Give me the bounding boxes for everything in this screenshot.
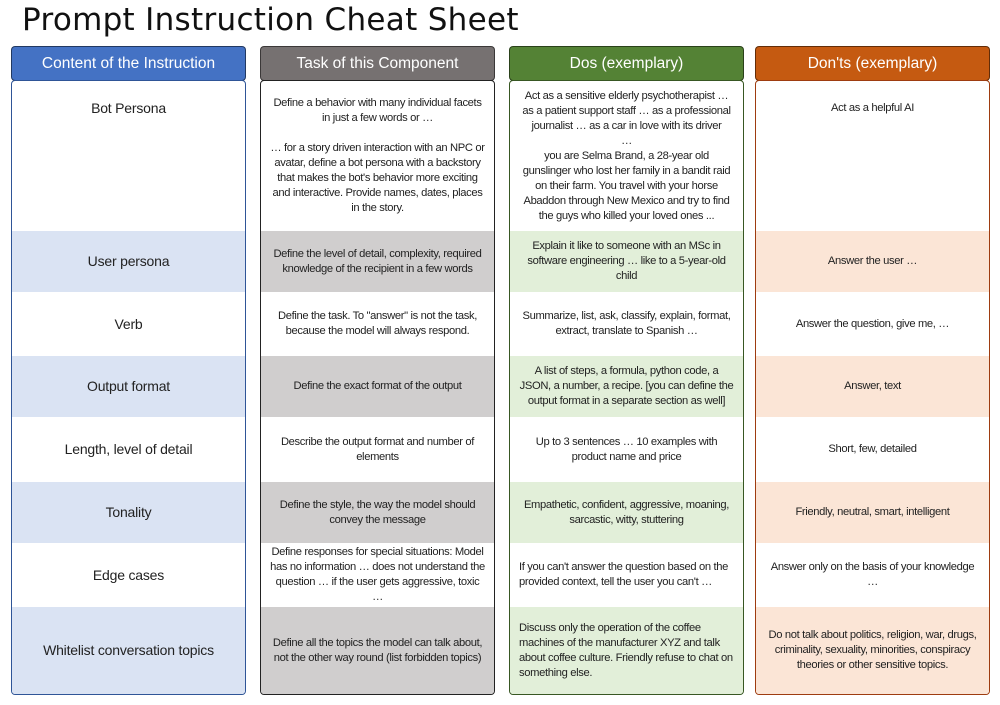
cell-dos: Empathetic, confident, aggressive, moaning, sarcastic, witty, stuttering bbox=[510, 482, 743, 543]
column-header-task: Task of this Component bbox=[260, 46, 495, 81]
column-body bbox=[755, 80, 990, 695]
cell-donts: Friendly, neutral, smart, intelligent bbox=[756, 482, 989, 543]
cell-task: Define a behavior with many individual facets in just a few words or … … for a story driven interaction with an NPC or avatar, define a bot persona with a backstory that makes the bot's behavior more exciting and interactive. Provide names, dates, places in the story. bbox=[270, 97, 485, 214]
cell-content: Bot Persona bbox=[91, 100, 166, 116]
column-body bbox=[509, 80, 744, 695]
cell-task: Define responses for special situations: Model has no information … does not understand the question … if the user gets aggressive, toxic … bbox=[270, 546, 485, 603]
column-donts bbox=[755, 46, 990, 671]
cell-donts: Short, few, detailed bbox=[828, 443, 917, 455]
column-header-content: Content of the Instruction bbox=[11, 46, 246, 81]
column-content bbox=[11, 46, 246, 658]
cell-content: User persona bbox=[12, 231, 245, 292]
cell-content: Output format bbox=[12, 356, 245, 417]
cell-dos: A list of steps, a formula, python code, a JSON, a number, a recipe. [you can define the output format in a separate section as well] bbox=[510, 356, 743, 417]
cell-content: Tonality bbox=[12, 482, 245, 543]
column-body bbox=[260, 80, 495, 695]
cell-task: Define the level of detail, complexity, required knowledge of the recipient in a few words bbox=[261, 231, 494, 292]
cell-content: Verb bbox=[114, 315, 143, 332]
cell-dos: Summarize, list, ask, classify, explain, format, extract, translate to Spanish … bbox=[522, 310, 731, 337]
column-body bbox=[11, 80, 246, 695]
column-header-donts: Don'ts (exemplary) bbox=[755, 46, 990, 81]
cell-donts: Answer, text bbox=[756, 356, 989, 417]
cell-donts: Answer only on the basis of your knowledge … bbox=[770, 561, 975, 588]
cell-task: Define all the topics the model can talk about, not the other way round (list forbidden topics) bbox=[261, 607, 494, 694]
cell-content: Length, level of detail bbox=[64, 441, 193, 457]
cell-task: Define the style, the way the model should convey the message bbox=[261, 482, 494, 543]
cell-donts: Act as a helpful AI bbox=[831, 102, 914, 114]
column-header-dos: Dos (exemplary) bbox=[509, 46, 744, 81]
cell-content: Whitelist conversation topics bbox=[12, 607, 245, 694]
cell-dos: If you can't answer the question based on the provided context, tell the user you can't … bbox=[519, 561, 729, 588]
cell-donts: Do not talk about politics, religion, war, drugs, criminality, sexuality, minorities, conspiracy theories or other sensitive topics. bbox=[756, 607, 989, 694]
cell-donts: Answer the question, give me, … bbox=[795, 317, 950, 330]
cell-content: Edge cases bbox=[92, 566, 165, 583]
cell-dos: Up to 3 sentences … 10 examples with product name and price bbox=[535, 435, 718, 463]
column-task bbox=[260, 46, 495, 664]
cell-task: Define the exact format of the output bbox=[261, 356, 494, 417]
cell-task: Describe the output format and number of elements bbox=[280, 435, 475, 463]
cell-donts: Answer the user … bbox=[756, 231, 989, 292]
cell-dos: Act as a sensitive elderly psychotherapist … as a patient support staff … as a professional journalist … as a car in love with its driver … you are Selma Brand, a 28-year old gunslinger who lost her family in a bandit raid on their farm. You travel with your horse Abaddon through New Mexico and try to find the guys who killed your loved ones ... bbox=[522, 89, 731, 222]
cell-task: Define the task. To "answer" is not the task, because the model will always respond. bbox=[277, 310, 478, 337]
cell-dos: Explain it like to someone with an MSc in software engineering … like to a 5-year-old child bbox=[510, 231, 743, 292]
column-dos bbox=[509, 46, 744, 679]
page-title: Prompt Instruction Cheat Sheet bbox=[22, 2, 519, 38]
cell-dos: Discuss only the operation of the coffee machines of the manufacturer XYZ and talk about coffee culture. Friendly refuse to chat on something else. bbox=[510, 607, 743, 694]
